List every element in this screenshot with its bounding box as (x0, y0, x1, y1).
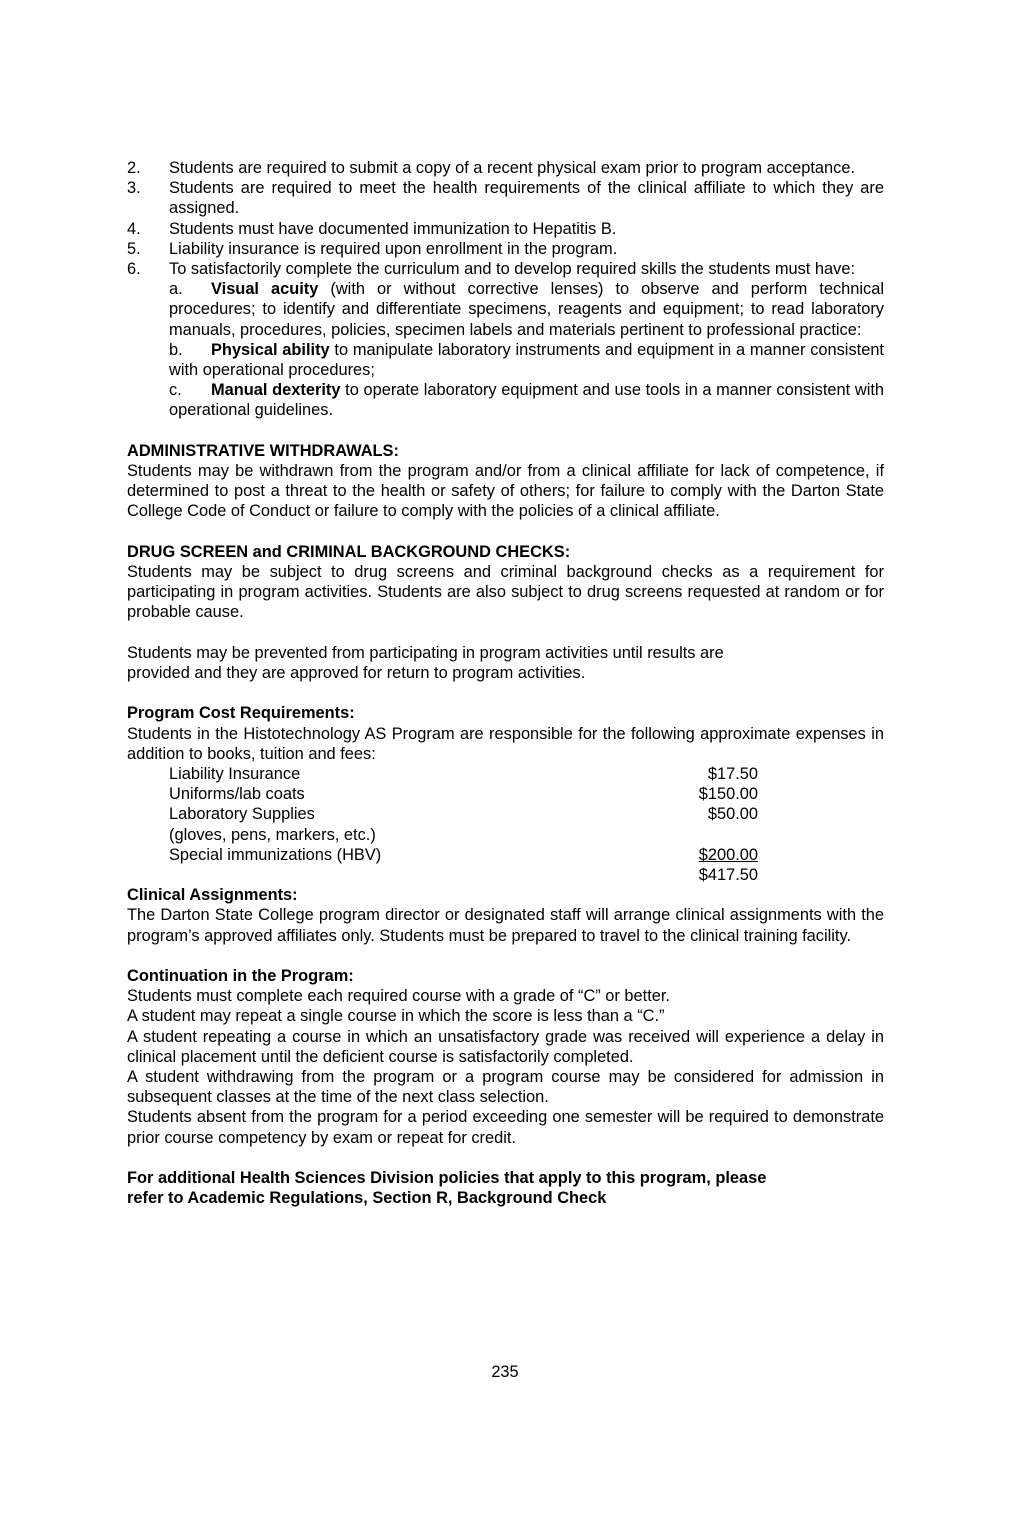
skill-item-physical-ability (169, 340, 884, 380)
continuation-line: Students must complete each required course with a grade of “C” or better. (127, 987, 670, 1006)
clinical-paragraph: The Darton State College program director or designated staff will arrange clinical assignments with the program’s approved affiliates only. Students must be prepared to travel to the clinical training facility. (127, 906, 884, 945)
skill-text: (with or without corrective lenses) to observe and perform technical procedures; to identify and differentiate specimens, reagents and equipment; to read laboratory manuals, procedures, policies, specimen labels and materials pertinent to professional practice: (169, 280, 884, 339)
list-item (127, 219, 884, 239)
cost-label: Laboratory Supplies (169, 805, 315, 824)
section-heading-admin: ADMINISTRATIVE WITHDRAWALS: (127, 441, 399, 460)
item-text: Liability insurance is required upon enrollment in the program. (169, 239, 618, 258)
cost-amount: $17.50 (707, 765, 758, 784)
skill-letter: c. (169, 381, 182, 400)
admin-paragraph: Students may be withdrawn from the program and/or from a clinical affiliate for lack of competence, if determined to post a threat to the health or safety of others; for failure to comply with the Darton State College Code of Conduct or failure to comply with the policies of a clinical affiliate. (127, 462, 884, 521)
skill-item-visual-acuity (169, 279, 884, 340)
section-heading-drug-screen: DRUG SCREEN and CRIMINAL BACKGROUND CHECKS: (127, 542, 571, 561)
drug-paragraph: Students may be subject to drug screens and criminal background checks as a requirement for participating in program activities. Students are also subject to drug screens requested at random or for probable cause. (127, 563, 884, 622)
skill-item-manual-dexterity (169, 380, 884, 420)
footer-note-line-1: For additional Health Sciences Division policies that apply to this program, please (127, 1169, 767, 1188)
item-number: 2. (127, 159, 141, 177)
cost-total-row (169, 865, 758, 885)
list-item (127, 259, 884, 279)
cost-row (169, 825, 758, 845)
skill-term: Visual acuity (211, 280, 319, 299)
drug-paragraph-2-line-1: Students may be prevented from participating in program activities until results are (127, 643, 724, 662)
cost-row (169, 845, 758, 865)
section-heading-clinical: Clinical Assignments: (127, 886, 298, 905)
continuation-line: Students absent from the program for a period exceeding one semester will be required to demonstrate prior course competency by exam or repeat for credit. (127, 1108, 884, 1147)
skill-text: to manipulate laboratory instruments and equipment in a manner consistent with operational procedures; (169, 340, 884, 380)
cost-amount: $150.00 (698, 785, 758, 804)
item-text: Students are required to meet the health requirements of the clinical affiliate to which they are assigned. (169, 179, 884, 218)
cost-total: $417.50 (698, 866, 758, 885)
item-number: 5. (127, 239, 141, 258)
drug-paragraph-2-line-2: provided and they are approved for return to program activities. (127, 664, 586, 683)
cost-label: Special immunizations (HBV) (169, 845, 382, 864)
cost-amount: $50.00 (707, 805, 758, 824)
skill-letter: a. (169, 280, 183, 299)
cost-table (169, 764, 758, 885)
list-item (127, 239, 884, 259)
continuation-line: A student may repeat a single course in which the score is less than a “C.” (127, 1007, 665, 1026)
item-text: Students are required to submit a copy of a recent physical exam prior to program acceptance. (169, 159, 856, 177)
item-number: 3. (127, 179, 141, 198)
list-item (127, 158, 884, 178)
item-number: 6. (127, 260, 141, 279)
cost-row (169, 784, 758, 804)
item-text: Students must have documented immunization to Hepatitis B. (169, 219, 617, 238)
page-number: 235 (491, 1363, 519, 1381)
cost-label: Liability Insurance (169, 765, 301, 784)
list-item (127, 178, 884, 218)
item-text: To satisfactorily complete the curriculum and to develop required skills the students must have: (169, 260, 856, 279)
continuation-line: A student withdrawing from the program or a program course may be considered for admission in subsequent classes at the time of the next class selection. (127, 1068, 884, 1107)
item-number: 4. (127, 219, 141, 238)
skill-term: Physical ability (211, 340, 330, 359)
cost-amount: $200.00 (698, 845, 758, 864)
page-content (127, 158, 884, 1208)
section-heading-continuation: Continuation in the Program: (127, 967, 354, 986)
skill-term: Manual dexterity (211, 381, 341, 400)
skill-letter: b. (169, 340, 183, 359)
cost-row (169, 764, 758, 784)
requirements-list (127, 158, 884, 421)
cost-row (169, 804, 758, 824)
cost-label: (gloves, pens, markers, etc.) (169, 825, 376, 844)
cost-intro: Students in the Histotechnology AS Program are responsible for the following approximate expenses in addition to books, tuition and fees: (127, 724, 884, 763)
section-heading-cost: Program Cost Requirements: (127, 704, 355, 723)
cost-label: Uniforms/lab coats (169, 785, 305, 804)
continuation-line: A student repeating a course in which an unsatisfactory grade was received will experience a delay in clinical placement until the deficient course is satisfactorily completed. (127, 1027, 884, 1066)
footer-note-line-2: refer to Academic Regulations, Section R, Background Check (127, 1189, 607, 1208)
skill-text: to operate laboratory equipment and use tools in a manner consistent with operational guidelines. (169, 381, 885, 420)
